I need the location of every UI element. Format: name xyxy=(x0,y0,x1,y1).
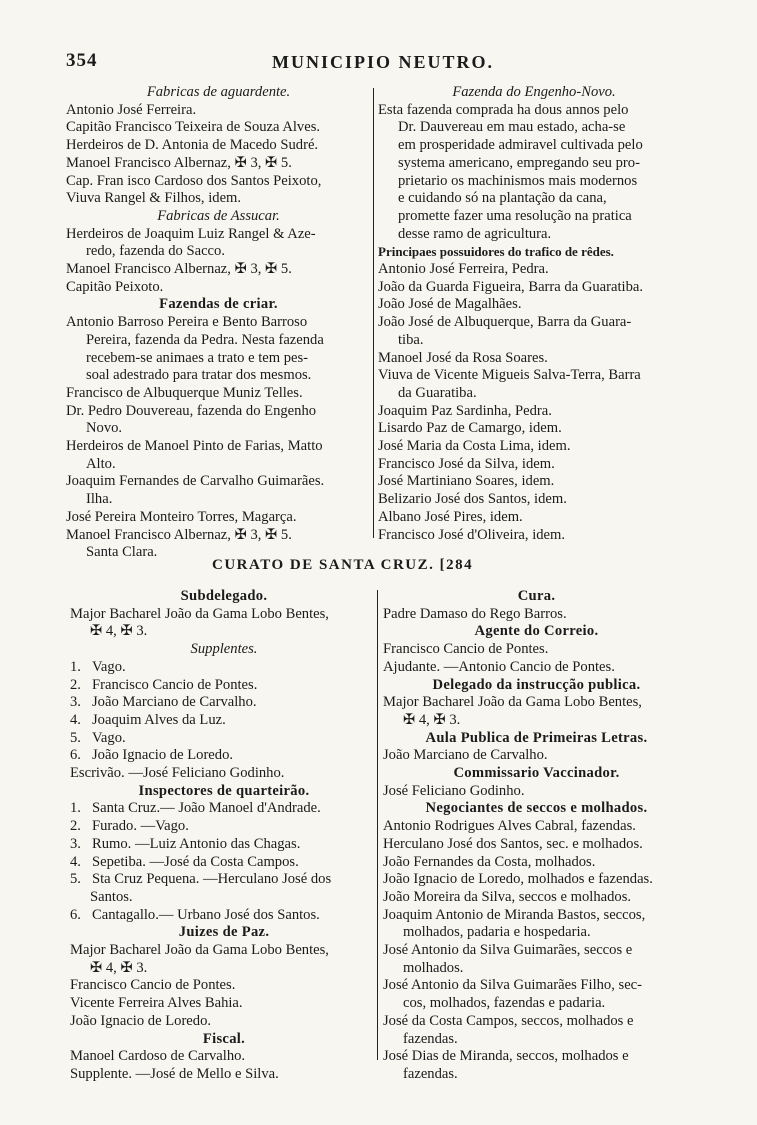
line-text: Commissario Vaccinador. xyxy=(453,765,620,782)
line-text: Santos. xyxy=(90,888,133,905)
line-text: João da Guarda Figueira, Barra da Guaratiba. xyxy=(378,278,644,295)
line-text: Pereira, fazenda da Pedra. Nesta fazenda xyxy=(86,331,324,348)
text-line xyxy=(378,261,690,279)
line-text: Francisco José d'Oliveira, idem. xyxy=(378,526,566,543)
line-text: Ajudante. —Antonio Cancio de Pontes. xyxy=(383,658,615,675)
text-line xyxy=(66,527,371,545)
text-line xyxy=(383,977,690,995)
text-line xyxy=(70,800,378,818)
text-line xyxy=(70,747,378,765)
text-line xyxy=(70,942,378,960)
line-text: soal adestrado para tratar dos mesmos. xyxy=(86,367,312,384)
text-line xyxy=(70,1013,378,1031)
text-line xyxy=(70,712,378,730)
text-line xyxy=(70,960,378,978)
line-text: José Pereira Monteiro Torres, Magarça. xyxy=(66,508,297,525)
text-line xyxy=(378,420,690,438)
line-text: Juizes de Paz. xyxy=(178,924,270,941)
line-text: Francisco Cancio de Pontes. xyxy=(383,641,549,658)
text-line xyxy=(378,491,690,509)
text-line xyxy=(378,173,690,191)
text-line xyxy=(66,509,371,527)
text-line xyxy=(70,854,378,872)
text-line xyxy=(383,1031,690,1049)
line-text: Francisco de Albuquerque Muniz Telles. xyxy=(66,384,303,401)
line-text: tiba. xyxy=(398,331,424,348)
line-text: Supplente. —José de Mello e Silva. xyxy=(70,1065,279,1082)
line-text: Capitão Francisco Teixeira de Souza Alves. xyxy=(66,119,321,136)
text-line xyxy=(70,924,378,942)
text-line xyxy=(378,367,690,385)
text-line xyxy=(378,137,690,155)
line-text: Francisco José da Silva, idem. xyxy=(378,455,555,472)
text-line xyxy=(378,509,690,527)
text-line xyxy=(378,350,690,368)
text-line xyxy=(66,296,371,314)
line-text: Vicente Ferreira Alves Bahia. xyxy=(70,995,243,1012)
text-line xyxy=(383,606,690,624)
line-text: João Marciano de Carvalho. xyxy=(383,747,548,764)
text-line xyxy=(66,491,371,509)
line-text: Major Bacharel João da Gama Lobo Bentes, xyxy=(70,605,329,622)
text-line xyxy=(70,889,378,907)
item-number: 1. xyxy=(70,658,81,675)
text-line xyxy=(70,1066,378,1084)
line-text: Herdeiros de D. Antonia de Macedo Sudré. xyxy=(66,137,319,154)
line-text: Joaquim Fernandes de Carvalho Guimarães. xyxy=(66,473,325,490)
line-text: redo, fazenda do Sacco. xyxy=(86,243,225,260)
line-text: Joaquim Antonio de Miranda Bastos, seccos, xyxy=(383,906,646,923)
line-text: João José de Albuquerque, Barra da Guara- xyxy=(378,314,632,331)
line-text: Major Bacharel João da Gama Lobo Bentes, xyxy=(383,694,642,711)
line-text: Cura. xyxy=(517,588,556,604)
line-text: José Feliciano Godinho. xyxy=(383,782,525,799)
line-text: Fabricas de aguardente. xyxy=(146,84,291,100)
text-line xyxy=(378,438,690,456)
text-line xyxy=(383,783,690,801)
line-text: Fiscal. xyxy=(202,1030,246,1047)
item-number: 6. xyxy=(70,906,81,923)
text-line xyxy=(70,730,378,748)
line-text: João Ignacio de Loredo, molhados e fazendas. xyxy=(383,871,653,888)
text-line xyxy=(378,243,690,261)
text-line xyxy=(70,765,378,783)
text-line xyxy=(66,173,371,191)
line-text: José Antonio da Silva Guimarães Filho, sec- xyxy=(383,977,643,994)
item-number: 1. xyxy=(70,800,81,817)
line-text: em prosperidade admiravel cultivada pelo xyxy=(398,137,643,154)
text-line xyxy=(70,694,378,712)
line-text: Herdeiros de Manoel Pinto de Farias, Matto xyxy=(66,438,323,455)
text-line xyxy=(383,800,690,818)
line-text: Antonio Rodrigues Alves Cabral, fazendas. xyxy=(383,818,636,835)
top-right-column xyxy=(378,84,690,544)
text-line xyxy=(66,102,371,120)
text-line xyxy=(70,1048,378,1066)
text-line xyxy=(66,420,371,438)
line-text: Principaes possuidores do trafico de rêdes. xyxy=(378,244,614,260)
line-text: Fazenda do Engenho-Novo. xyxy=(452,84,616,100)
line-text: Alto. xyxy=(86,455,116,472)
text-line xyxy=(383,907,690,925)
line-text: Cantagallo.— Urbano José dos Santos. xyxy=(92,906,320,923)
text-line xyxy=(66,84,371,102)
line-text: Aula Publica de Primeiras Letras. xyxy=(425,729,648,746)
text-line xyxy=(66,438,371,456)
line-text: Cap. Fran isco Cardoso dos Santos Peixoto, xyxy=(66,172,322,189)
line-text: João Ignacio de Loredo. xyxy=(70,1012,212,1029)
text-line xyxy=(383,995,690,1013)
line-text: fazendas. xyxy=(403,1030,458,1047)
text-line xyxy=(383,1013,690,1031)
line-text: Fabricas de Assucar. xyxy=(157,207,280,224)
line-text: Santa Clara. xyxy=(86,544,158,561)
line-text: Delegado da instrucção publica. xyxy=(432,676,641,693)
line-text: Rumo. —Luiz Antonio das Chagas. xyxy=(92,835,301,852)
line-text: fazendas. xyxy=(403,1065,458,1082)
text-line xyxy=(383,924,690,942)
text-line xyxy=(383,836,690,854)
column-divider-bottom xyxy=(377,590,378,1060)
text-line xyxy=(383,623,690,641)
text-line xyxy=(383,712,690,730)
line-text: Sepetiba. —José da Costa Campos. xyxy=(92,853,299,870)
line-text: desse ramo de agricultura. xyxy=(398,225,552,242)
line-text: prietario os machinismos mais modernos xyxy=(398,172,638,189)
line-text: Francisco Cancio de Pontes. xyxy=(70,977,236,994)
line-text: Subdelegado. xyxy=(180,588,268,604)
bottom-right-column xyxy=(383,588,690,1084)
text-line xyxy=(66,243,371,261)
page-number: 354 xyxy=(66,50,98,71)
line-text: Manoel Francisco Albernaz, ✠ 3, ✠ 5. xyxy=(66,526,292,543)
line-text: Capitão Peixoto. xyxy=(66,278,164,295)
line-text: Albano José Pires, idem. xyxy=(378,508,523,525)
line-text: Manoel Francisco Albernaz, ✠ 3, ✠ 5. xyxy=(66,154,292,171)
text-line xyxy=(70,659,378,677)
text-line xyxy=(383,942,690,960)
text-line xyxy=(383,677,690,695)
line-text: molhados. xyxy=(403,959,464,976)
line-text: Herdeiros de Joaquim Luiz Rangel & Aze- xyxy=(66,225,316,242)
line-text: Lisardo Paz de Camargo, idem. xyxy=(378,420,562,437)
text-line xyxy=(378,473,690,491)
text-line xyxy=(378,279,690,297)
line-text: Manoel Cardoso de Carvalho. xyxy=(70,1048,246,1065)
text-line xyxy=(383,1048,690,1066)
text-line xyxy=(66,190,371,208)
text-line xyxy=(378,332,690,350)
line-text: Manoel Francisco Albernaz, ✠ 3, ✠ 5. xyxy=(66,261,292,278)
top-left-column xyxy=(66,84,371,562)
item-number: 5. xyxy=(70,729,81,746)
text-line xyxy=(66,385,371,403)
item-number: 5. xyxy=(70,871,81,888)
line-text: João José de Magalhães. xyxy=(378,296,522,313)
text-line xyxy=(70,818,378,836)
text-line xyxy=(66,119,371,137)
item-number: 2. xyxy=(70,818,81,835)
text-line xyxy=(383,730,690,748)
text-line xyxy=(70,977,378,995)
text-line xyxy=(378,296,690,314)
line-text: Belizario José dos Santos, idem. xyxy=(378,491,567,508)
text-line xyxy=(378,226,690,244)
text-line xyxy=(66,261,371,279)
line-text: Vago. xyxy=(92,658,126,675)
line-text: Antonio Barroso Pereira e Bento Barroso xyxy=(66,314,308,331)
bottom-left-column xyxy=(70,588,378,1084)
item-number: 4. xyxy=(70,853,81,870)
line-text: Antonio José Ferreira, Pedra. xyxy=(378,261,549,278)
line-text: Francisco Cancio de Pontes. xyxy=(92,676,258,693)
text-line xyxy=(378,385,690,403)
text-line xyxy=(378,155,690,173)
line-text: Manoel José da Rosa Soares. xyxy=(378,349,548,366)
line-text: systema americano, empregando seu pro- xyxy=(398,154,640,171)
text-line xyxy=(378,84,690,102)
text-line xyxy=(378,208,690,226)
line-text: Inspectores de quarteirão. xyxy=(138,782,310,799)
text-line xyxy=(70,1031,378,1049)
text-line xyxy=(66,473,371,491)
column-divider-top xyxy=(373,88,374,538)
item-number: 3. xyxy=(70,835,81,852)
text-line xyxy=(66,279,371,297)
line-text: Herculano José dos Santos, sec. e molhados. xyxy=(383,835,643,852)
text-line xyxy=(378,403,690,421)
line-text: molhados, padaria e hospedaria. xyxy=(403,924,591,941)
line-text: Sta Cruz Pequena. —Herculano José dos xyxy=(92,871,332,888)
text-line xyxy=(66,155,371,173)
line-text: Joaquim Paz Sardinha, Pedra. xyxy=(378,402,552,419)
text-line xyxy=(378,190,690,208)
line-text: cos, molhados, fazendas e padaria. xyxy=(403,995,606,1012)
line-text: Dr. Pedro Douvereau, fazenda do Engenho xyxy=(66,402,317,419)
item-number: 4. xyxy=(70,711,81,728)
line-text: João Ignacio de Loredo. xyxy=(92,747,234,764)
text-line xyxy=(66,314,371,332)
item-number: 6. xyxy=(70,747,81,764)
text-line xyxy=(66,403,371,421)
text-line xyxy=(66,208,371,226)
text-line xyxy=(66,456,371,474)
line-text: Santa Cruz.— João Manoel d'Andrade. xyxy=(92,800,321,817)
text-line xyxy=(383,659,690,677)
item-number: 3. xyxy=(70,694,81,711)
line-text: José da Costa Campos, seccos, molhados e xyxy=(383,1012,634,1029)
text-line xyxy=(66,332,371,350)
text-line xyxy=(70,677,378,695)
text-line xyxy=(70,871,378,889)
text-line xyxy=(70,836,378,854)
text-line xyxy=(383,889,690,907)
text-line xyxy=(66,350,371,368)
text-line xyxy=(383,854,690,872)
line-text: Escrivão. —José Feliciano Godinho. xyxy=(70,765,285,782)
line-text: José Antonio da Silva Guimarães, seccos e xyxy=(383,942,633,959)
text-line xyxy=(378,314,690,332)
line-text: Novo. xyxy=(86,420,123,437)
line-text: promette fazer uma resolução na pratica xyxy=(398,207,632,224)
line-text: ✠ 4, ✠ 3. xyxy=(90,623,148,640)
text-line xyxy=(70,641,378,659)
line-text: da Guaratiba. xyxy=(398,384,477,401)
line-text: recebem-se animaes a trato e tem pes- xyxy=(86,349,309,366)
text-line xyxy=(66,367,371,385)
text-line xyxy=(383,747,690,765)
line-text: Vago. xyxy=(92,729,126,746)
item-number: 2. xyxy=(70,676,81,693)
text-line xyxy=(70,606,378,624)
text-line xyxy=(66,226,371,244)
text-line xyxy=(70,995,378,1013)
text-line xyxy=(383,641,690,659)
line-text: Supplentes. xyxy=(190,641,258,658)
line-text: Esta fazenda comprada ha dous annos pelo xyxy=(378,101,629,118)
line-text: Viuva Rangel & Filhos, idem. xyxy=(66,190,242,207)
line-text: Antonio José Ferreira. xyxy=(66,101,197,118)
line-text: ✠ 4, ✠ 3. xyxy=(403,711,461,728)
line-text: Furado. —Vago. xyxy=(92,818,189,835)
line-text: João Moreira da Silva, seccos e molhados. xyxy=(383,888,632,905)
line-text: e cuidando só na plantação da cana, xyxy=(398,190,607,207)
line-text: Padre Damaso do Rego Barros. xyxy=(383,605,567,622)
line-text: Major Bacharel João da Gama Lobo Bentes, xyxy=(70,942,329,959)
text-line xyxy=(70,783,378,801)
text-line xyxy=(383,588,690,606)
page-title: MUNICIPIO NEUTRO. xyxy=(272,52,495,72)
line-text: Viuva de Vicente Migueis Salva-Terra, Barra xyxy=(378,367,641,384)
text-line xyxy=(383,765,690,783)
section-title: CURATO DE SANTA CRUZ. [284 xyxy=(212,557,474,573)
text-line xyxy=(383,871,690,889)
line-text: José Martiniano Soares, idem. xyxy=(378,473,555,490)
text-line xyxy=(70,907,378,925)
text-line xyxy=(378,119,690,137)
text-line xyxy=(383,960,690,978)
line-text: ✠ 4, ✠ 3. xyxy=(90,959,148,976)
text-line xyxy=(378,102,690,120)
line-text: Joaquim Alves da Luz. xyxy=(92,711,226,728)
text-line xyxy=(70,623,378,641)
line-text: José Dias de Miranda, seccos, molhados e xyxy=(383,1048,629,1065)
line-text: João Marciano de Carvalho. xyxy=(92,694,257,711)
text-line xyxy=(383,694,690,712)
line-text: Dr. Dauvereau em mau estado, acha-se xyxy=(398,119,626,136)
line-text: Agente do Correio. xyxy=(474,623,599,640)
text-line xyxy=(66,137,371,155)
line-text: João Fernandes da Costa, molhados. xyxy=(383,853,596,870)
text-line xyxy=(378,456,690,474)
text-line xyxy=(383,818,690,836)
line-text: Ilha. xyxy=(86,491,113,508)
line-text: José Maria da Costa Lima, idem. xyxy=(378,438,571,455)
text-line xyxy=(383,1066,690,1084)
line-text: Negociantes de seccos e molhados. xyxy=(425,800,648,817)
text-line xyxy=(70,588,378,606)
text-line xyxy=(378,527,690,545)
line-text: Fazendas de criar. xyxy=(159,296,278,313)
